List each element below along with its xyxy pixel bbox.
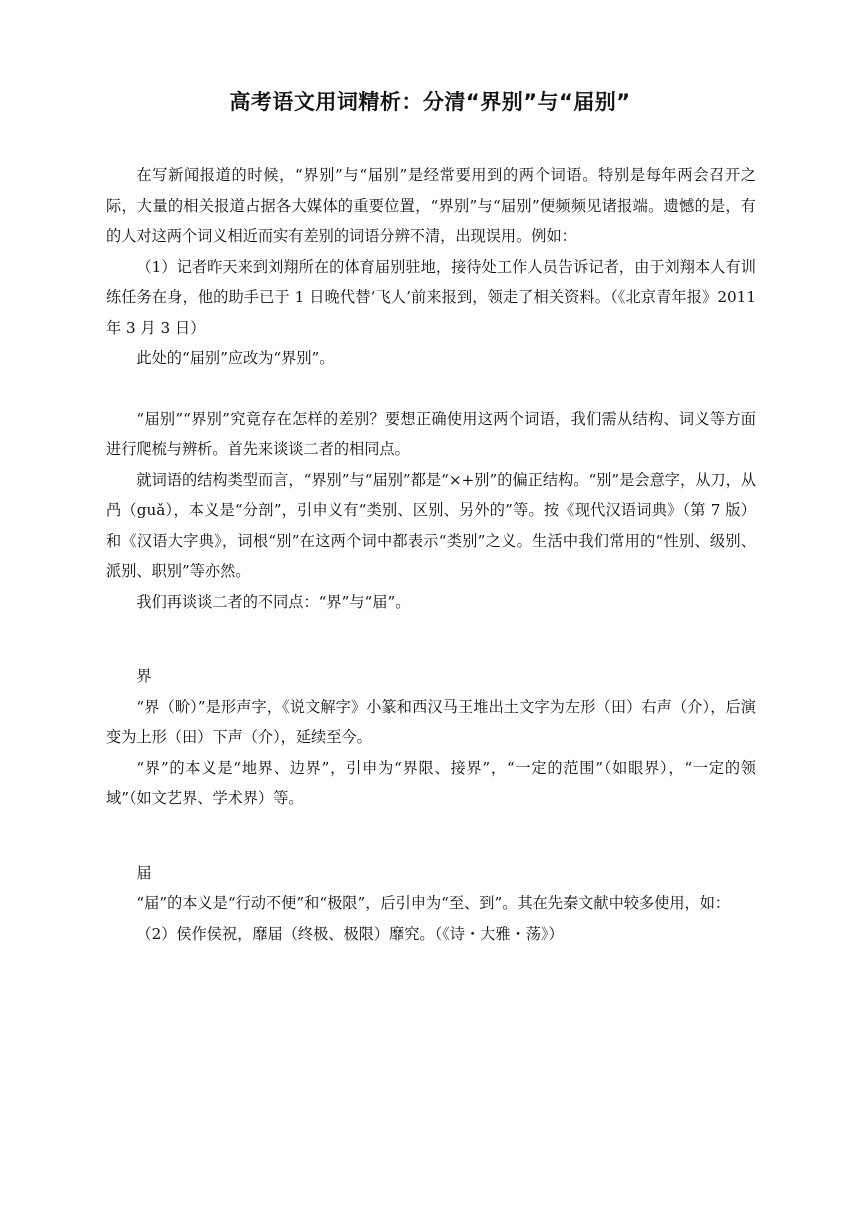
paragraph-example-1: （1）记者昨天来到刘翔所在的体育届别驻地，接待处工作人员告诉记者，由于刘翔本人有训练任务在身，他的助手已于 1 日晚代替‘飞人’前来报到，领走了相关资料。（《北京青年报》2011 年 3 月 3 日） xyxy=(106,257,756,337)
paragraph: 在写新闻报道的时候，“界别”与“届别”是经常要用到的两个词语。特别是每年两会召开之际，大量的相关报道占据各大媒体的重要位置，“界别”与“届别”便频频见诸报端。遗憾的是，有的人对这两个词义相近而实有差别的词语分辨不清，出现误用。例如： xyxy=(106,166,756,245)
paragraph: 我们再谈谈二者的不同点：“界”与“届”。 xyxy=(136,592,411,611)
paragraph: “界”的本义是“地界、边界”，引申为“界限、接界”，“一定的范围”（如眼界），“一定的领域”（如文艺界、学术界）等。 xyxy=(106,758,756,807)
paragraph: “届”的本义是“行动不便”和“极限”，后引申为“至、到”。其在先秦文献中较多使用，如： xyxy=(136,894,731,912)
paragraph: “界（畍）”是形声字，《说文解字》小篆和西汉马王堆出土文字为左形（田）右声（介），后演变为上形（田）下声（介），延续至今。 xyxy=(106,697,756,746)
section-heading-jie2: 届 xyxy=(136,863,152,882)
paragraph: 就词语的结构类型而言，“界别”与“届别”都是“×+别”的偏正结构。“别”是会意字，从刀，从冎（guǎ），本义是“分剖”，引申义有“类别、区别、另外的”等。按《现代汉语词典》（第 7 版）和《汉语大字典》，词根“别”在这两个词中都表示“类别”之义。生活中我们常用的“性别、级别、派别、职别”等亦然。 xyxy=(106,470,756,580)
paragraph-example-2: （2）侯作侯祝，靡届（终极、极限）靡究。（《诗・大雅・荡》） xyxy=(136,924,564,943)
document-body xyxy=(106,160,756,949)
paragraph: 此处的“届别”应改为“界别”。 xyxy=(136,349,335,367)
document-title: 高考语文用词精析：分清“界别”与“届别” xyxy=(229,90,631,114)
paragraph: “届别”“界别”究竟存在怎样的差别？要想正确使用这两个词语，我们需从结构、词义等方面进行爬梳与辨析。首先来谈谈二者的相同点。 xyxy=(106,409,756,458)
section-heading-jie: 界 xyxy=(136,667,152,685)
